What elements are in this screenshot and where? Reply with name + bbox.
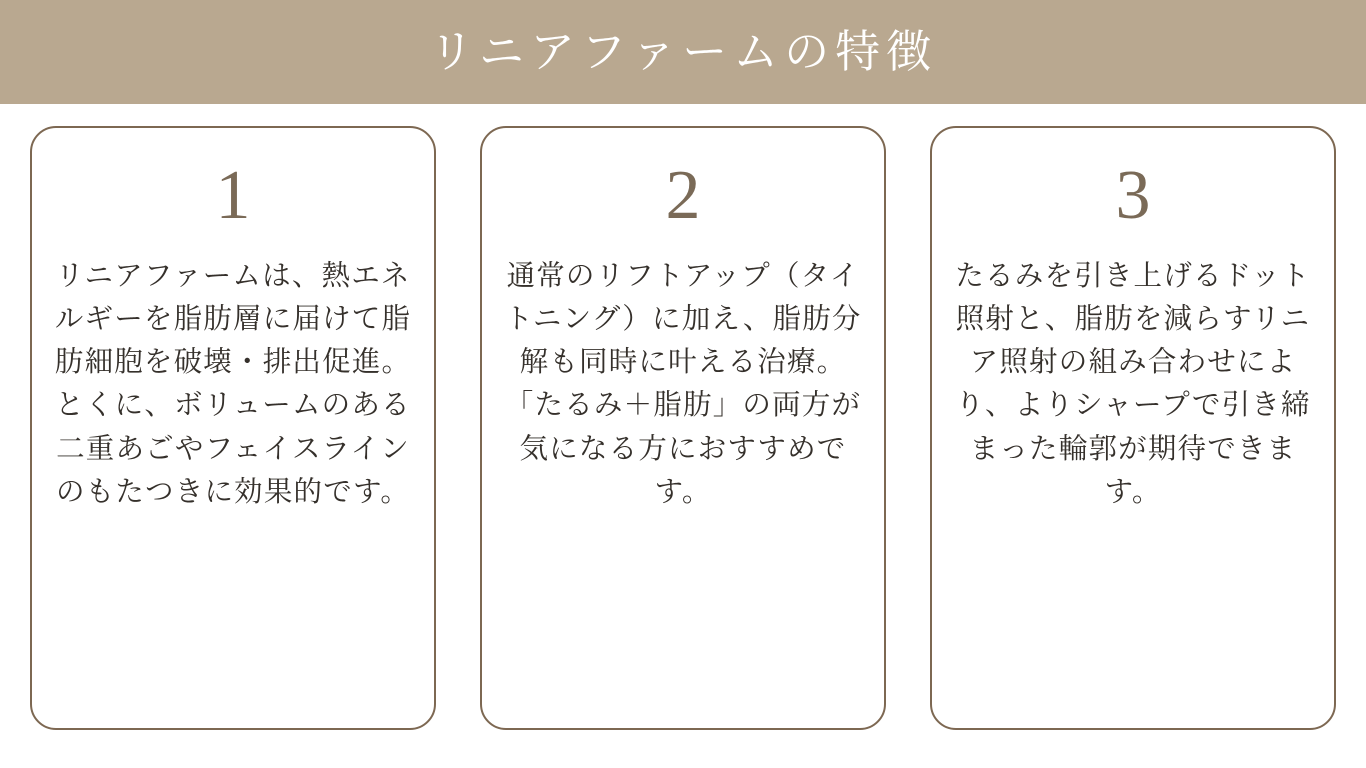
feature-card-number: 1 (215, 157, 251, 234)
feature-card-body: 通常のリフトアップ（タイトニング）に加え、脂肪分解も同時に叶える治療。「たるみ＋脂肪」の両方が気になる方におすすめです。 (504, 260, 862, 509)
feature-cards-container (0, 104, 1366, 768)
feature-card-body: たるみを引き上げるドット照射と、脂肪を減らすリニア照射の組み合わせにより、よりシャープで引き締まった輪郭が期待できます。 (955, 260, 1311, 509)
feature-card (480, 126, 886, 730)
feature-card (930, 126, 1336, 730)
feature-card-body: リニアファームは、熱エネルギーを脂肪層に届けて脂肪細胞を破壊・排出促進。とくに、ボリュームのある二重あごやフェイスラインのもたつきに効果的です。 (54, 260, 412, 509)
feature-card (30, 126, 436, 730)
page-title: リニアファームの特徴 (428, 26, 938, 77)
feature-card-number: 2 (665, 157, 701, 234)
feature-card-number: 3 (1115, 157, 1151, 234)
header-band (0, 0, 1366, 104)
